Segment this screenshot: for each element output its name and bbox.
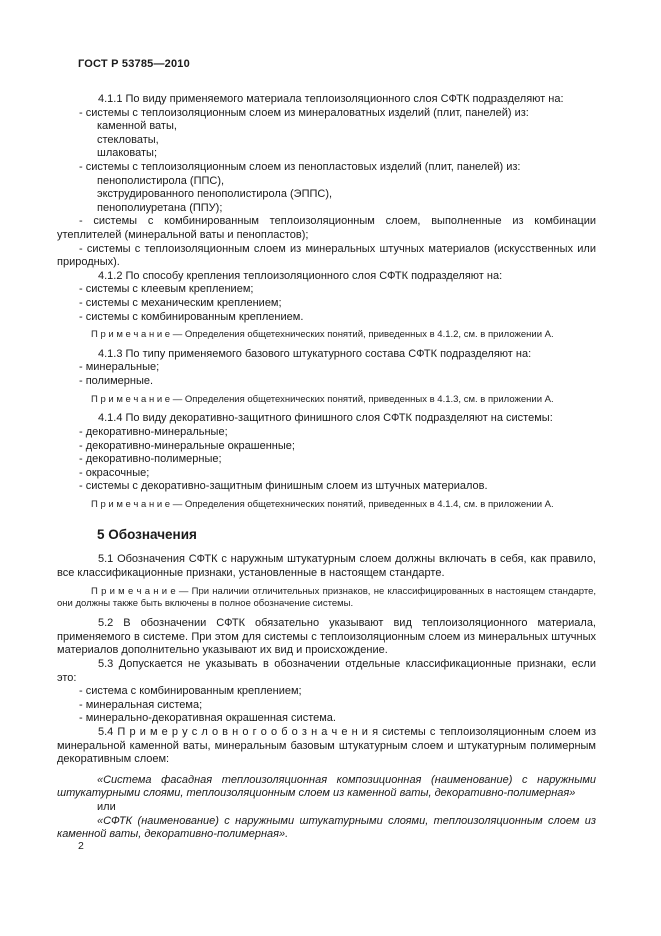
list-item: - системы с клеевым креплением; (79, 283, 254, 296)
list-item: - декоративно-минеральные окрашенные; (79, 439, 295, 452)
paragraph: 5.3 Допускается не указывать в обозначении отдельные классификационные признаки, если это: (57, 657, 596, 684)
sub-list-item: каменной ваты, (97, 120, 177, 133)
example-connector: или (97, 800, 116, 813)
list-item: - полимерные. (79, 375, 154, 388)
list-item: - окрасочные; (79, 466, 150, 479)
sub-list-item: стекловаты, (97, 133, 159, 146)
list-item: - система с комбинированным креплением; (79, 685, 302, 698)
paragraph: 4.1.2 По способу крепления теплоизоляционного слоя СФТК подразделяют на: (98, 269, 503, 282)
sub-list-item: пенополиуретана (ППУ); (97, 201, 223, 214)
list-item: - системы с комбинированным креплением. (79, 310, 304, 323)
list-item: - системы с комбинированным теплоизоляционным слоем, выполненные из комбинации утеплителей (минеральной ваты и пенопластов); (57, 215, 596, 241)
note: П р и м е ч а н и е — Определения общетехнических понятий, приведенных в 4.1.4, см. в приложении А. (91, 499, 554, 511)
example-designation: «Система фасадная теплоизоляционная композиционная (наименование) с наружными штукатурными слоями, теплоизоляционным слоем из каменной ваты, декоративно-полимерная» (57, 773, 596, 800)
sub-list-item: экструдированного пенополистирола (ЭППС), (97, 188, 333, 201)
list-item: - системы с теплоизоляционным слоем из пенопластовых изделий (плит, панелей) из: (79, 160, 521, 173)
section-heading: 5 Обозначения (97, 526, 197, 542)
paragraph: 4.1.3 По типу применяемого базового штукатурного состава СФТК подразделяют на: (98, 347, 532, 360)
document-body (57, 93, 596, 842)
list-item: - минеральная система; (79, 698, 203, 711)
running-header: ГОСТ Р 53785—2010 (78, 58, 190, 70)
paragraph: 4.1.4 По виду декоративно-защитного финишного слоя СФТК подразделяют на системы: (98, 412, 553, 425)
list-item: - декоративно-минеральные; (79, 426, 228, 439)
note: П р и м е ч а н и е — При наличии отличительных признаков, не классифицированных в настоящем стандарте, они должны также быть включены в полное обозначение системы. (57, 585, 596, 610)
list-item: - декоративно-полимерные; (79, 453, 222, 466)
list-item: - системы с теплоизоляционным слоем из минеральных штучных материалов (искусственных или природных). (57, 242, 596, 269)
paragraph: 4.1.1 По виду применяемого материала теплоизоляционного слоя СФТК подразделяют на: (98, 93, 564, 105)
page-number: 2 (78, 840, 84, 852)
list-item: - минерально-декоративная окрашенная система. (79, 712, 336, 725)
list-item: - системы с механическим креплением; (79, 296, 282, 309)
list-item: - минеральные; (79, 361, 160, 374)
sub-list-item: шлаковаты; (97, 147, 158, 160)
paragraph: 5.4 П р и м е р у с л о в н о г о о б о з н а ч е н и я системы с теплоизоляционным слоем из минеральной каменной ваты, минеральным базовым штукатурным слоем и штукатурным полимерным декоративным слоем: (57, 725, 596, 766)
example-designation: «СФТК (наименование) с наружными штукатурными слоями, теплоизоляционным слоем из каменной ваты, декоративно-полимерная». (57, 814, 596, 841)
list-item: - системы с теплоизоляционным слоем из минераловатных изделий (плит, панелей) из: (79, 106, 529, 119)
paragraph: 5.2 В обозначении СФТК обязательно указывают вид теплоизоляционного материала, применяемого в системе. При этом для системы с теплоизоляционным слоем из минеральных штучных материалов дополнительно указывают их вид и происхождение. (57, 617, 596, 657)
paragraph: 5.1 Обозначения СФТК с наружным штукатурным слоем должны включать в себя, как правило, все классификационные признаки, установленные в настоящем стандарте. (57, 553, 596, 580)
sub-list-item: пенополистирола (ППС), (97, 174, 225, 187)
list-item: - системы с декоративно-защитным финишным слоем из штучных материалов. (79, 480, 488, 493)
note: П р и м е ч а н и е — Определения общетехнических понятий, приведенных в 4.1.3, см. в приложении А. (91, 393, 554, 405)
note: П р и м е ч а н и е — Определения общетехнических понятий, приведенных в 4.1.2, см. в приложении А. (91, 329, 554, 341)
